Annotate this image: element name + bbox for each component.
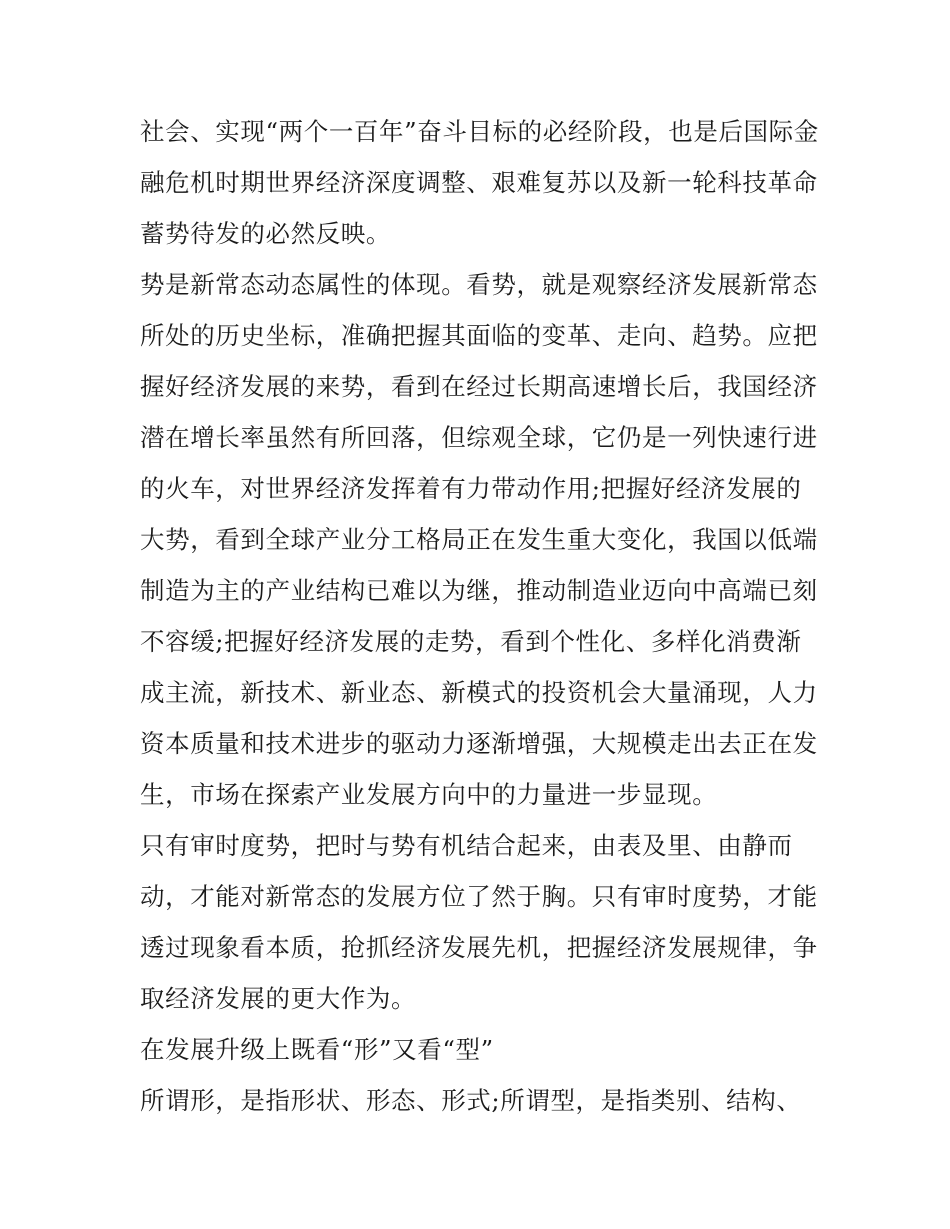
text-line: 蓄势待发的必然反映。 [140, 219, 391, 248]
text-line: 不容缓;把握好经济发展的走势，看到个性化、多样化消费渐 [140, 627, 802, 656]
text-line: 取经济发展的更大作为。 [140, 984, 417, 1013]
text-line: 大势，看到全球产业分工格局正在发生重大变化，我国以低端 [140, 525, 818, 554]
text-line: 所处的历史坐标，准确把握其面临的变革、走向、趋势。应把 [140, 321, 818, 350]
text-line: 只有审时度势，把时与势有机结合起来，由表及里、由静而 [140, 831, 793, 860]
section-heading: 在发展升级上既看“形”又看“型” [140, 1035, 494, 1064]
text-line: 制造为主的产业结构已难以为继，推动制造业迈向中高端已刻 [140, 576, 818, 605]
text-line: 所谓形，是指形状、形态、形式;所谓型，是指类别、结构、 [140, 1086, 802, 1115]
text-line: 势是新常态动态属性的体现。看势，就是观察经济发展新常态 [140, 270, 818, 299]
text-line: 透过现象看本质，抢抓经济发展先机，把握经济发展规律，争 [140, 933, 818, 962]
text-line: 社会、实现“两个一百年”奋斗目标的必经阶段，也是后国际金 [140, 117, 819, 146]
text-line: 生，市场在探索产业发展方向中的力量进一步显现。 [140, 780, 718, 809]
body-text [140, 106, 820, 1126]
text-line: 握好经济发展的来势，看到在经过长期高速增长后，我国经济 [140, 372, 818, 401]
text-line: 融危机时期世界经济深度调整、艰难复苏以及新一轮科技革命 [140, 168, 818, 197]
text-line: 成主流，新技术、新业态、新模式的投资机会大量涌现，人力 [140, 678, 818, 707]
text-line: 动，才能对新常态的发展方位了然于胸。只有审时度势，才能 [140, 882, 818, 911]
text-line: 的火车，对世界经济发挥着有力带动作用;把握好经济发展的 [140, 474, 802, 503]
text-line: 资本质量和技术进步的驱动力逐渐增强，大规模走出去正在发 [140, 729, 818, 758]
text-line: 潜在增长率虽然有所回落，但综观全球，它仍是一列快速行进 [140, 423, 818, 452]
